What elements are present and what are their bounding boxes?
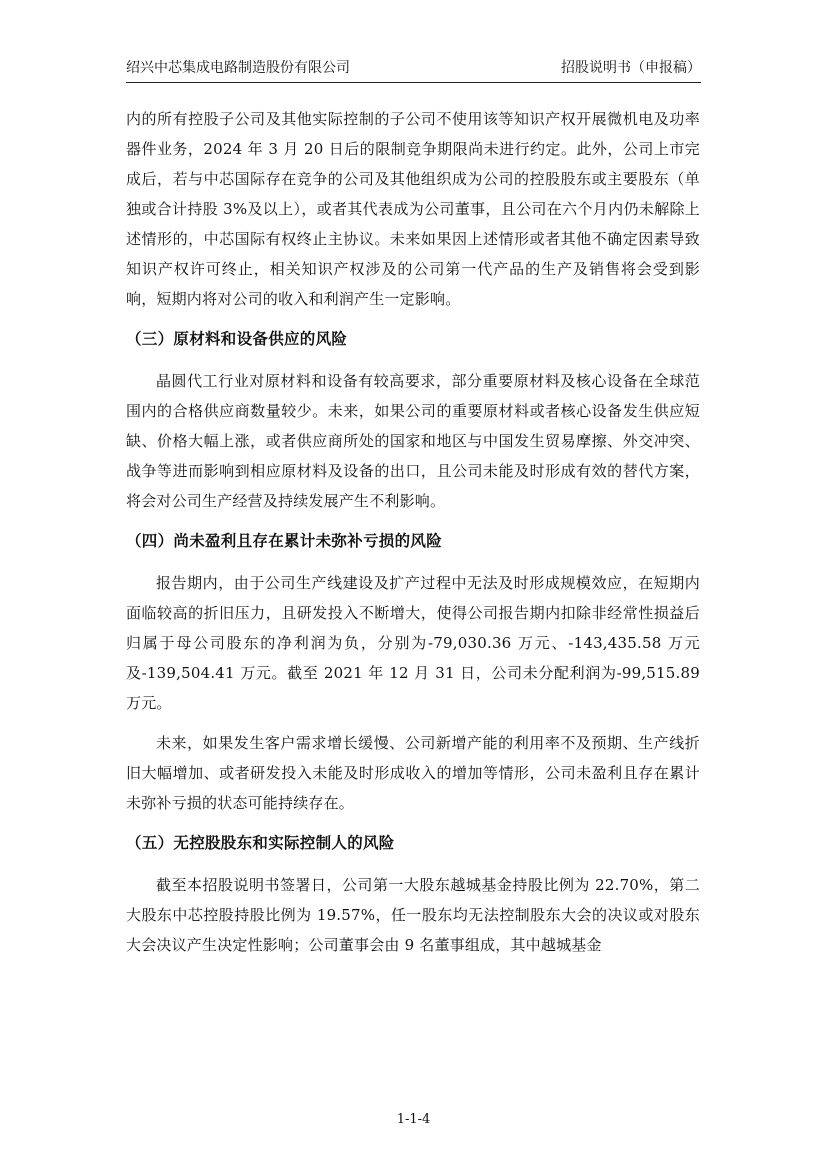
section-heading-5: （五）无控股股东和实际控制人的风险 [126, 834, 395, 852]
paragraph-shareholders: 截至本招股说明书签署日，公司第一大股东越城基金持股比例为 22.70%，第二大股东中芯控股持股比例为 19.57%，任一股东均无法控制股东大会的决议或对股东大会决议产生决定性影响；公司董事会由 9 名董事组成，其中越城基金 [126, 876, 700, 954]
section-heading-4: （四）尚未盈利且存在累计未弥补亏损的风险 [126, 532, 443, 550]
paragraph-supply-risk: 晶圆代工行业对原材料和设备有较高要求，部分重要原材料及核心设备在全球范围内的合格供应商数量较少。未来，如果公司的重要原材料或者核心设备发生供应短缺、价格大幅上涨，或者供应商所处的国家和地区与中国发生贸易摩擦、外交冲突、战争等进而影响到相应原材料及设备的出口，且公司未能及时形成有效的替代方案，将会对公司生产经营及持续发展产生不利影响。 [126, 372, 700, 510]
section-heading-3: （三）原材料和设备供应的风险 [126, 330, 348, 348]
paragraph-losses-outlook: 未来，如果发生客户需求增长缓慢、公司新增产能的利用率不及预期、生产线折旧大幅增加、或者研发投入未能及时形成收入的增加等情形，公司未盈利且存在累计未弥补亏损的状态可能持续存在。 [126, 734, 700, 812]
header-company-name: 绍兴中芯集成电路制造股份有限公司 [126, 60, 350, 76]
paragraph-losses: 报告期内，由于公司生产线建设及扩产过程中无法及时形成规模效应，在短期内面临较高的折旧压力，且研发投入不断增大，使得公司报告期内扣除非经常性损益后归属于母公司股东的净利润为负，分别为-79,030.36 万元、-143,435.58 万元及-139,504.41 万元。截至 2021 年 12 月 31 日，公司未分配利润为-99,515.89 万元。 [126, 574, 700, 712]
page-header [126, 58, 701, 83]
page-body [126, 104, 700, 970]
paragraph-ip-license: 内的所有控股子公司及其他实际控制的子公司不使用该等知识产权开展微机电及功率器件业务，2024 年 3 月 20 日后的限制竞争期限尚未进行约定。此外，公司上市完成后，若与中芯国际存在竞争的公司及其他组织成为公司的控股股东或主要股东（单独或合计持股 3%及以上），或者其代表成为公司董事，且公司在六个月内仍未解除上述情形的，中芯国际有权终止主协议。未来如果因上述情形或者其他不确定因素导致知识产权许可终止，相关知识产权涉及的公司第一代产品的生产及销售将会受到影响，短期内将对公司的收入和利润产生一定影响。 [126, 110, 700, 308]
page-number: 1-1-4 [396, 1112, 431, 1127]
header-document-title: 招股说明书（申报稿） [561, 60, 701, 76]
